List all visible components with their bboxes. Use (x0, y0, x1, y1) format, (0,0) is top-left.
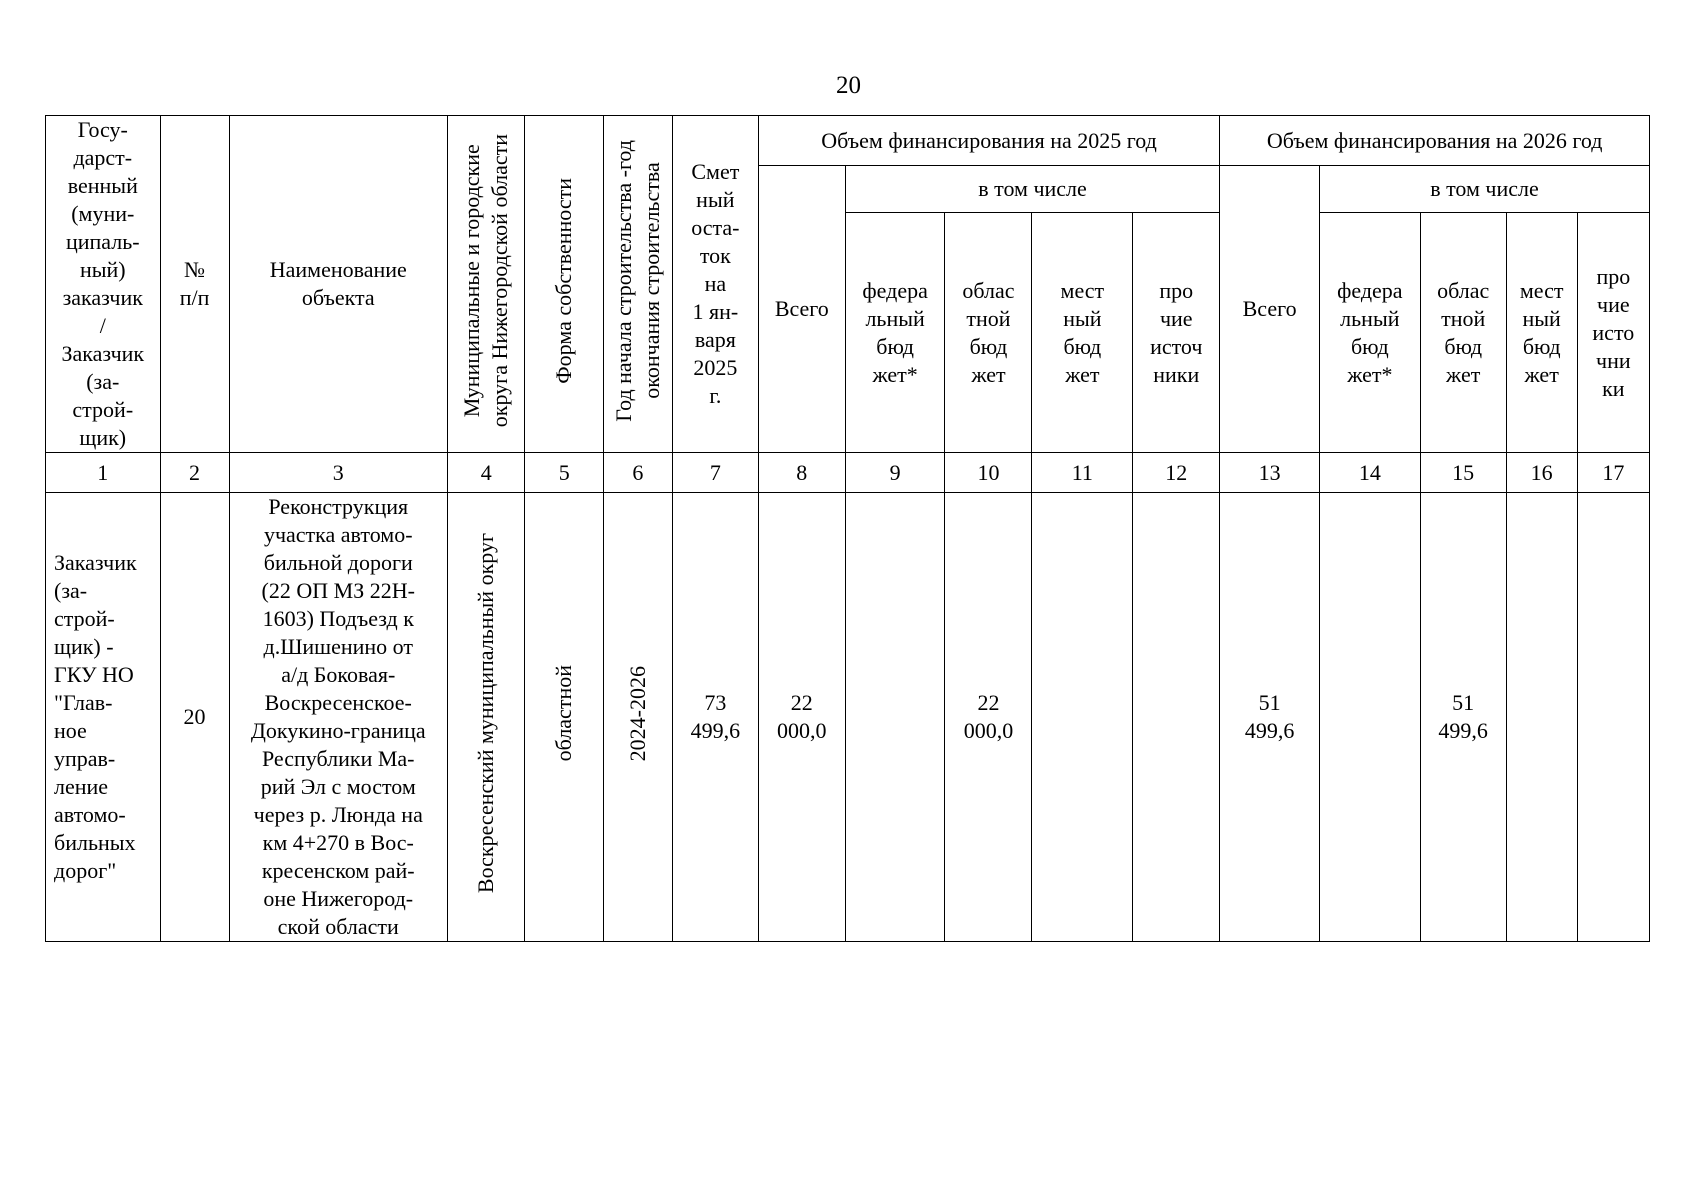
header-other-2026: про чие исто чни ки (1577, 213, 1649, 453)
header-regional-2026: облас тной бюд жет (1420, 213, 1506, 453)
row-years: 2024-2026 (624, 665, 650, 762)
header-regional-2025: облас тной бюд жет (945, 213, 1032, 453)
column-number: 11 (1032, 453, 1133, 493)
row-regional-2026: 51 499,6 (1420, 493, 1506, 942)
row-years-cell (603, 493, 672, 942)
column-number: 1 (46, 453, 161, 493)
column-number: 14 (1319, 453, 1420, 493)
row-number: 20 (160, 493, 229, 942)
page-number: 20 (836, 72, 861, 99)
header-estimated-balance: Смет ный оста- ток на 1 ян- варя 2025 г. (672, 116, 758, 453)
column-number: 7 (672, 453, 758, 493)
header-customer: Госу- дарст- венный (муни- ципаль- ный) заказчик / Заказчик (за- строй- щик) (46, 116, 161, 453)
column-number: 5 (525, 453, 603, 493)
header-total-2026: Всего (1220, 166, 1320, 453)
header-object-name: Наименование объекта (229, 116, 448, 453)
header-number: № п/п (160, 116, 229, 453)
row-other-2025 (1133, 493, 1220, 942)
row-federal-2025 (845, 493, 945, 942)
header-municipalities-cell (448, 116, 525, 453)
header-local-2026: мест ный бюд жет (1506, 213, 1577, 453)
row-federal-2026 (1319, 493, 1420, 942)
header-years-cell (603, 116, 672, 453)
column-number: 12 (1133, 453, 1220, 493)
row-other-2026 (1577, 493, 1649, 942)
row-total-2025: 22 000,0 (758, 493, 845, 942)
row-regional-2025: 22 000,0 (945, 493, 1032, 942)
column-number: 6 (603, 453, 672, 493)
header-federal-2026: федера льный бюд жет* (1319, 213, 1420, 453)
header-funding-2025: Объем финансирования на 2025 год (758, 116, 1219, 166)
row-object-name: Реконструкция участка автомо- бильной дороги (22 ОП МЗ 22Н- 1603) Подъезд к д.Шишенино от а/д Боковая- Воскресенское- Докукино-граница Республики Ма- рий Эл с мостом через р. Люнда на км 4+270 в Вос- кресенском рай- оне Нижегород- ской области (229, 493, 448, 942)
header-federal-2025: федера льный бюд жет* (845, 213, 945, 453)
row-estimated-balance: 73 499,6 (672, 493, 758, 942)
row-ownership: областной (551, 665, 577, 762)
header-ownership: Форма собственности (551, 177, 577, 384)
table-row (46, 493, 1650, 942)
column-number: 10 (945, 453, 1032, 493)
header-funding-2026: Объем финансирования на 2026 год (1220, 116, 1650, 166)
row-total-2026: 51 499,6 (1220, 493, 1320, 942)
row-ownership-cell (525, 493, 603, 942)
row-local-2025 (1032, 493, 1133, 942)
column-number: 15 (1420, 453, 1506, 493)
column-number: 2 (160, 453, 229, 493)
header-including-2026: в том числе (1319, 166, 1649, 213)
header-years: Год начала строительства -год окончания строительства (610, 139, 664, 422)
column-number: 16 (1506, 453, 1577, 493)
column-numbers-row (46, 453, 1650, 493)
column-number: 9 (845, 453, 945, 493)
header-total-2025: Всего (758, 166, 845, 453)
header-including-2025: в том числе (845, 166, 1219, 213)
column-number: 3 (229, 453, 448, 493)
row-customer: Заказчик (за- строй- щик) - ГКУ НО "Глав- ное управ- ление автомо- бильных дорог" (46, 493, 161, 942)
row-local-2026 (1506, 493, 1577, 942)
header-ownership-cell (525, 116, 603, 453)
header-other-2025: про чие источ ники (1133, 213, 1220, 453)
column-number: 13 (1220, 453, 1320, 493)
header-local-2025: мест ный бюд жет (1032, 213, 1133, 453)
row-municipality: Воскресенский муниципальный округ (473, 533, 499, 894)
row-municipality-cell (448, 493, 525, 942)
header-municipalities: Муниципальные и городские округа Нижегородской области (459, 133, 513, 428)
column-number: 8 (758, 453, 845, 493)
header-row-1 (46, 116, 1650, 166)
financing-table (45, 115, 1650, 942)
column-number: 4 (448, 453, 525, 493)
column-number: 17 (1577, 453, 1649, 493)
